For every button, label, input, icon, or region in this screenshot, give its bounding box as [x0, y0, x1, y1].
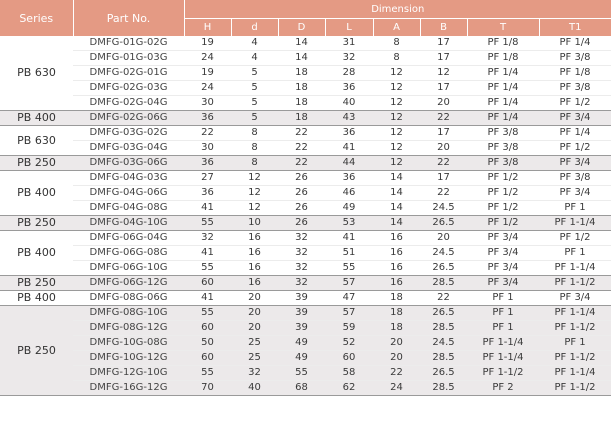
part-no-cell: DMFG-02G-04G: [73, 96, 184, 111]
d-large-cell: 49: [278, 351, 325, 366]
t-cell: PF 1: [467, 306, 539, 321]
a-cell: 14: [373, 186, 420, 201]
series-cell: PB 400: [0, 111, 73, 126]
t1-cell: PF 1: [539, 336, 611, 351]
a-cell: 20: [373, 336, 420, 351]
t1-cell: PF 1/2: [539, 231, 611, 246]
t1-cell: PF 3/8: [539, 171, 611, 186]
part-no-cell: DMFG-03G-06G: [73, 156, 184, 171]
table-row: [0, 321, 611, 336]
t-cell: PF 2: [467, 381, 539, 396]
b-cell: 26.5: [420, 366, 467, 381]
t-cell: PF 1/4: [467, 81, 539, 96]
t1-cell: PF 1: [539, 201, 611, 216]
a-cell: 12: [373, 126, 420, 141]
t1-cell: PF 1-1/4: [539, 261, 611, 276]
series-cell: PB 400: [0, 291, 73, 306]
t1-cell: PF 3/8: [539, 51, 611, 66]
table-row: [0, 231, 611, 246]
t1-cell: PF 1-1/4: [539, 366, 611, 381]
table-row: [0, 381, 611, 396]
table-row: [0, 201, 611, 216]
a-cell: 20: [373, 351, 420, 366]
l-cell: 53: [325, 216, 373, 231]
t-cell: PF 1/2: [467, 216, 539, 231]
table-row: [0, 96, 611, 111]
t1-cell: PF 3/4: [539, 186, 611, 201]
d-large-cell: 22: [278, 126, 325, 141]
table-row: [0, 291, 611, 306]
t-cell: PF 1/2: [467, 201, 539, 216]
l-cell: 57: [325, 306, 373, 321]
t-cell: PF 1/8: [467, 36, 539, 51]
l-cell: 36: [325, 126, 373, 141]
b-cell: 28.5: [420, 276, 467, 291]
series-cell: PB 250: [0, 156, 73, 171]
d-small-cell: 4: [231, 36, 278, 51]
d-small-cell: 20: [231, 321, 278, 336]
h-cell: 60: [184, 351, 231, 366]
h-cell: 41: [184, 246, 231, 261]
b-cell: 26.5: [420, 306, 467, 321]
part-no-cell: DMFG-01G-03G: [73, 51, 184, 66]
h-cell: 19: [184, 36, 231, 51]
part-no-cell: DMFG-02G-01G: [73, 66, 184, 81]
l-cell: 58: [325, 366, 373, 381]
t-cell: PF 1/4: [467, 66, 539, 81]
d-small-cell: 25: [231, 336, 278, 351]
column-header-d-small: d: [231, 19, 278, 37]
t-cell: PF 3/4: [467, 246, 539, 261]
d-small-cell: 16: [231, 261, 278, 276]
d-small-cell: 8: [231, 126, 278, 141]
t1-cell: PF 1/2: [539, 96, 611, 111]
h-cell: 32: [184, 231, 231, 246]
d-large-cell: 39: [278, 291, 325, 306]
a-cell: 14: [373, 171, 420, 186]
h-cell: 55: [184, 261, 231, 276]
part-no-cell: DMFG-02G-03G: [73, 81, 184, 96]
a-cell: 12: [373, 96, 420, 111]
t-cell: PF 3/4: [467, 276, 539, 291]
part-no-cell: DMFG-03G-02G: [73, 126, 184, 141]
h-cell: 30: [184, 96, 231, 111]
a-cell: 16: [373, 276, 420, 291]
part-no-cell: DMFG-04G-03G: [73, 171, 184, 186]
t-cell: PF 1/2: [467, 186, 539, 201]
column-header-t: T: [467, 19, 539, 37]
d-large-cell: 39: [278, 321, 325, 336]
table-row: [0, 156, 611, 171]
h-cell: 55: [184, 306, 231, 321]
d-large-cell: 18: [278, 66, 325, 81]
d-small-cell: 16: [231, 276, 278, 291]
part-no-cell: DMFG-06G-08G: [73, 246, 184, 261]
b-cell: 24.5: [420, 201, 467, 216]
t-cell: PF 1-1/4: [467, 351, 539, 366]
d-small-cell: 10: [231, 216, 278, 231]
part-no-cell: DMFG-16G-12G: [73, 381, 184, 396]
h-cell: 60: [184, 276, 231, 291]
part-no-cell: DMFG-10G-12G: [73, 351, 184, 366]
l-cell: 60: [325, 351, 373, 366]
t1-cell: PF 3/8: [539, 81, 611, 96]
column-header-h: H: [184, 19, 231, 37]
h-cell: 50: [184, 336, 231, 351]
b-cell: 17: [420, 81, 467, 96]
a-cell: 22: [373, 366, 420, 381]
part-no-header: Part No.: [73, 0, 184, 36]
h-cell: 41: [184, 291, 231, 306]
a-cell: 12: [373, 141, 420, 156]
b-cell: 17: [420, 36, 467, 51]
part-no-cell: DMFG-06G-12G: [73, 276, 184, 291]
d-large-cell: 32: [278, 276, 325, 291]
l-cell: 59: [325, 321, 373, 336]
a-cell: 8: [373, 51, 420, 66]
a-cell: 18: [373, 306, 420, 321]
d-small-cell: 12: [231, 171, 278, 186]
table-row: [0, 51, 611, 66]
t1-cell: PF 1: [539, 246, 611, 261]
d-large-cell: 18: [278, 111, 325, 126]
b-cell: 26.5: [420, 261, 467, 276]
column-header-b: B: [420, 19, 467, 37]
d-large-cell: 26: [278, 171, 325, 186]
b-cell: 17: [420, 51, 467, 66]
d-small-cell: 5: [231, 96, 278, 111]
a-cell: 16: [373, 231, 420, 246]
d-large-cell: 68: [278, 381, 325, 396]
table-header: [0, 0, 611, 36]
table-row: [0, 186, 611, 201]
b-cell: 20: [420, 231, 467, 246]
d-large-cell: 26: [278, 201, 325, 216]
table-row: [0, 171, 611, 186]
l-cell: 46: [325, 186, 373, 201]
a-cell: 24: [373, 381, 420, 396]
a-cell: 12: [373, 66, 420, 81]
h-cell: 19: [184, 66, 231, 81]
series-cell: PB 250: [0, 216, 73, 231]
t-cell: PF 3/8: [467, 156, 539, 171]
table-row: [0, 306, 611, 321]
b-cell: 20: [420, 96, 467, 111]
d-large-cell: 18: [278, 96, 325, 111]
table-row: [0, 81, 611, 96]
b-cell: 22: [420, 111, 467, 126]
b-cell: 28.5: [420, 351, 467, 366]
l-cell: 32: [325, 51, 373, 66]
l-cell: 44: [325, 156, 373, 171]
a-cell: 14: [373, 216, 420, 231]
d-large-cell: 55: [278, 366, 325, 381]
t-cell: PF 3/8: [467, 126, 539, 141]
t1-cell: PF 3/4: [539, 156, 611, 171]
d-small-cell: 8: [231, 156, 278, 171]
l-cell: 36: [325, 81, 373, 96]
part-no-cell: DMFG-06G-10G: [73, 261, 184, 276]
part-no-cell: DMFG-04G-06G: [73, 186, 184, 201]
h-cell: 70: [184, 381, 231, 396]
t1-cell: PF 3/4: [539, 291, 611, 306]
h-cell: 60: [184, 321, 231, 336]
t-cell: PF 1-1/2: [467, 366, 539, 381]
d-large-cell: 39: [278, 306, 325, 321]
d-small-cell: 20: [231, 306, 278, 321]
d-small-cell: 16: [231, 231, 278, 246]
part-no-cell: DMFG-08G-06G: [73, 291, 184, 306]
series-cell: PB 400: [0, 171, 73, 216]
series-cell: PB 250: [0, 306, 73, 396]
series-cell: PB 400: [0, 231, 73, 276]
a-cell: 12: [373, 81, 420, 96]
a-cell: 14: [373, 201, 420, 216]
part-no-cell: DMFG-02G-06G: [73, 111, 184, 126]
b-cell: 12: [420, 66, 467, 81]
h-cell: 55: [184, 366, 231, 381]
table-row: [0, 366, 611, 381]
t1-cell: PF 1-1/2: [539, 276, 611, 291]
h-cell: 36: [184, 186, 231, 201]
h-cell: 24: [184, 81, 231, 96]
t1-cell: PF 1/2: [539, 141, 611, 156]
l-cell: 51: [325, 246, 373, 261]
table-row: [0, 261, 611, 276]
d-small-cell: 12: [231, 201, 278, 216]
h-cell: 30: [184, 141, 231, 156]
a-cell: 12: [373, 111, 420, 126]
b-cell: 28.5: [420, 321, 467, 336]
t-cell: PF 3/4: [467, 261, 539, 276]
b-cell: 28.5: [420, 381, 467, 396]
a-cell: 12: [373, 156, 420, 171]
b-cell: 22: [420, 156, 467, 171]
b-cell: 17: [420, 171, 467, 186]
h-cell: 55: [184, 216, 231, 231]
h-cell: 36: [184, 111, 231, 126]
series-header: Series: [0, 0, 73, 36]
d-small-cell: 20: [231, 291, 278, 306]
d-small-cell: 32: [231, 366, 278, 381]
l-cell: 62: [325, 381, 373, 396]
t-cell: PF 1: [467, 291, 539, 306]
t1-cell: PF 1-1/4: [539, 306, 611, 321]
part-no-cell: DMFG-03G-04G: [73, 141, 184, 156]
d-large-cell: 14: [278, 51, 325, 66]
h-cell: 36: [184, 156, 231, 171]
d-small-cell: 25: [231, 351, 278, 366]
t-cell: PF 3/4: [467, 231, 539, 246]
d-small-cell: 12: [231, 186, 278, 201]
column-header-l: L: [325, 19, 373, 37]
a-cell: 18: [373, 291, 420, 306]
part-no-cell: DMFG-01G-02G: [73, 36, 184, 51]
d-large-cell: 26: [278, 186, 325, 201]
part-no-cell: DMFG-04G-10G: [73, 216, 184, 231]
a-cell: 16: [373, 246, 420, 261]
t1-cell: PF 1/4: [539, 126, 611, 141]
l-cell: 49: [325, 201, 373, 216]
l-cell: 55: [325, 261, 373, 276]
column-header-a: A: [373, 19, 420, 37]
part-no-cell: DMFG-08G-12G: [73, 321, 184, 336]
h-cell: 27: [184, 171, 231, 186]
d-large-cell: 32: [278, 246, 325, 261]
d-large-cell: 22: [278, 141, 325, 156]
t-cell: PF 1/2: [467, 171, 539, 186]
table-row: [0, 111, 611, 126]
d-small-cell: 40: [231, 381, 278, 396]
l-cell: 31: [325, 36, 373, 51]
d-small-cell: 5: [231, 81, 278, 96]
table-row: [0, 246, 611, 261]
a-cell: 8: [373, 36, 420, 51]
t1-cell: PF 1-1/2: [539, 321, 611, 336]
b-cell: 20: [420, 141, 467, 156]
d-large-cell: 14: [278, 36, 325, 51]
t1-cell: PF 1-1/2: [539, 381, 611, 396]
table-row: [0, 351, 611, 366]
b-cell: 24.5: [420, 336, 467, 351]
b-cell: 17: [420, 126, 467, 141]
d-small-cell: 16: [231, 246, 278, 261]
a-cell: 18: [373, 321, 420, 336]
d-large-cell: 49: [278, 336, 325, 351]
l-cell: 52: [325, 336, 373, 351]
part-no-cell: DMFG-12G-10G: [73, 366, 184, 381]
table-row: [0, 216, 611, 231]
l-cell: 41: [325, 141, 373, 156]
t-cell: PF 1: [467, 321, 539, 336]
table-row: [0, 141, 611, 156]
column-header-t1: T1: [539, 19, 611, 37]
table-row: [0, 36, 611, 51]
d-small-cell: 8: [231, 141, 278, 156]
d-small-cell: 5: [231, 66, 278, 81]
t1-cell: PF 3/4: [539, 111, 611, 126]
series-cell: PB 630: [0, 36, 73, 111]
t-cell: PF 1-1/4: [467, 336, 539, 351]
table-row: [0, 126, 611, 141]
h-cell: 24: [184, 51, 231, 66]
d-small-cell: 4: [231, 51, 278, 66]
part-no-cell: DMFG-10G-08G: [73, 336, 184, 351]
d-large-cell: 22: [278, 156, 325, 171]
d-large-cell: 26: [278, 216, 325, 231]
b-cell: 22: [420, 291, 467, 306]
series-cell: PB 250: [0, 276, 73, 291]
l-cell: 41: [325, 231, 373, 246]
l-cell: 28: [325, 66, 373, 81]
l-cell: 40: [325, 96, 373, 111]
l-cell: 57: [325, 276, 373, 291]
h-cell: 22: [184, 126, 231, 141]
t-cell: PF 1/8: [467, 51, 539, 66]
l-cell: 47: [325, 291, 373, 306]
h-cell: 41: [184, 201, 231, 216]
part-no-cell: DMFG-08G-10G: [73, 306, 184, 321]
part-no-cell: DMFG-06G-04G: [73, 231, 184, 246]
column-header-d-large: D: [278, 19, 325, 37]
t1-cell: PF 1-1/4: [539, 216, 611, 231]
t1-cell: PF 1/4: [539, 36, 611, 51]
t1-cell: PF 1-1/2: [539, 351, 611, 366]
d-large-cell: 32: [278, 231, 325, 246]
b-cell: 26.5: [420, 216, 467, 231]
b-cell: 22: [420, 186, 467, 201]
part-no-cell: DMFG-04G-08G: [73, 201, 184, 216]
a-cell: 16: [373, 261, 420, 276]
t1-cell: PF 1/8: [539, 66, 611, 81]
table-row: [0, 66, 611, 81]
table-row: [0, 336, 611, 351]
d-large-cell: 32: [278, 261, 325, 276]
table-body: [0, 36, 611, 396]
table-row: [0, 276, 611, 291]
t-cell: PF 1/4: [467, 96, 539, 111]
l-cell: 43: [325, 111, 373, 126]
d-large-cell: 18: [278, 81, 325, 96]
d-small-cell: 5: [231, 111, 278, 126]
l-cell: 36: [325, 171, 373, 186]
series-cell: PB 630: [0, 126, 73, 156]
dimension-header: Dimension: [184, 0, 611, 19]
b-cell: 24.5: [420, 246, 467, 261]
t-cell: PF 3/8: [467, 141, 539, 156]
t-cell: PF 1/4: [467, 111, 539, 126]
